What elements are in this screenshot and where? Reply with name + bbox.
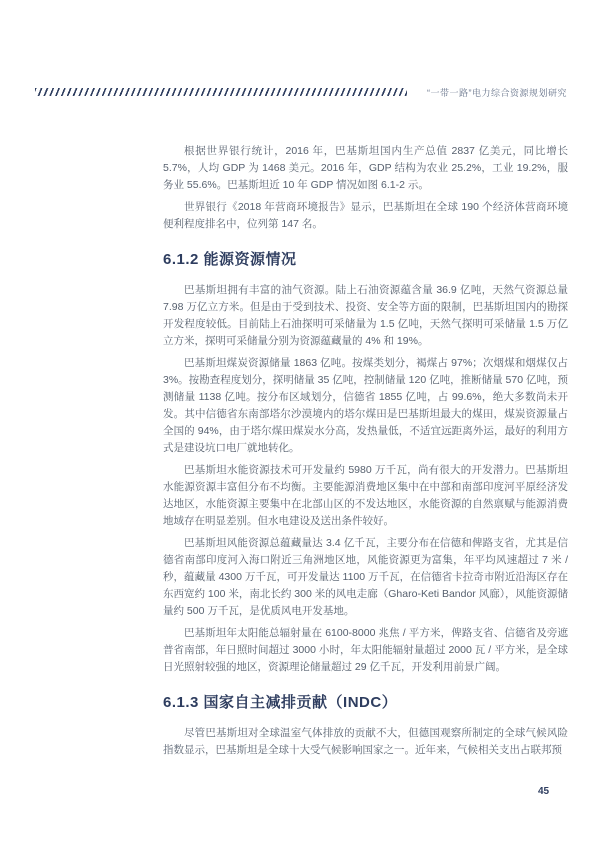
running-title: “一带一路”电力综合资源规划研究 bbox=[427, 87, 567, 98]
section-heading-6-1-3: 6.1.3 国家自主减排贡献（INDC） bbox=[163, 694, 398, 711]
paragraph-oil-gas: 巴基斯坦拥有丰富的油气资源。陆上石油资源蕴含量 36.9 亿吨，天然气资源总量 7.98 万亿立方米。但是由于受到技术、投资、安全等方面的限制，巴基斯坦国内的勘探开发程度较低。目前陆上石油探明可采储量为 1.5 亿吨，天然气探明可采储量 1.5 万亿立方米，探明可采储量分别为资源蕴藏量的 4% 和 19%。 bbox=[163, 284, 568, 347]
paragraph-business-environment: 世界银行《2018 年营商环境报告》显示，巴基斯坦在全球 190 个经济体营商环境便利程度排名中，位列第 147 名。 bbox=[163, 201, 568, 230]
hatch-decoration bbox=[35, 88, 407, 96]
paragraph-coal: 巴基斯坦煤炭资源储量 1863 亿吨。按煤类划分，褐煤占 97%；次烟煤和烟煤仅占 3%。按勘查程度划分，探明储量 35 亿吨，控制储量 120 亿吨，推断储量 570 亿吨，预测储量 1138 亿吨。按分布区域划分，信德省 1855 亿吨，占 99.6%，绝大多数尚未开发。其中信德省东南部塔尔沙漠境内的塔尔煤田是巴基斯坦最大的煤田，煤炭资源量占全国的 94%，由于塔尔煤田煤炭水分高，发热量低，不适宜远距离外运，最好的利用方式是建设坑口电厂就地转化。 bbox=[163, 357, 568, 454]
paragraph-gdp-statistics: 根据世界银行统计，2016 年，巴基斯坦国内生产总值 2837 亿美元，同比增长 5.7%，人均 GDP 为 1468 美元。2016 年，GDP 结构为农业 25.2%，工业 19.2%，服务业 55.6%。巴基斯坦近 10 年 GDP 情况如图 6.1-2 示。 bbox=[163, 145, 568, 191]
paragraph-wind: 巴基斯坦风能资源总蕴藏量达 3.4 亿千瓦，主要分布在信德和俾路支省，尤其是信德省南部印度河入海口附近三角洲地区地，风能资源更为富集，年平均风速超过 7 米 / 秒，蕴藏量 4300 万千瓦，可开发量达 1100 万千瓦，在信德省卡拉奇市附近沿海区存在东西宽约 100 米，南北长约 300 米的风电走廊（Gharo-Keti Bandor 风廊），风能资源储量约 500 万千瓦，是优质风电开发基地。 bbox=[163, 537, 568, 617]
page-number: 45 bbox=[538, 786, 550, 797]
page-header bbox=[35, 86, 567, 98]
paragraph-solar: 巴基斯坦年太阳能总辐射量在 6100-8000 兆焦 / 平方米，俾路支省、信德省及旁遮普省南部，年日照时间超过 3000 小时，年太阳能辐射量超过 2000 瓦 / 平方米，是全球日光照射较强的地区，资源理论储量超过 29 亿千瓦，开发利用前景广阔。 bbox=[163, 627, 568, 673]
section-heading-6-1-2: 6.1.2 能源资源情况 bbox=[163, 251, 297, 268]
page-content bbox=[163, 143, 568, 764]
paragraph-hydropower: 巴基斯坦水能资源技术可开发量约 5980 万千瓦，尚有很大的开发潜力。巴基斯坦水能源资源丰富但分布不均衡。主要能源消费地区集中在中部和南部印度河平原经济发达地区，水能资源主要集中在北部山区的不发达地区，水能资源的自然禀赋与能源消费地域存在明显差别。但水电建设及送出条件较好。 bbox=[163, 464, 568, 527]
paragraph-indc: 尽管巴基斯坦对全球温室气体排放的贡献不大，但德国观察所制定的全球气候风险指数显示，巴基斯坦是全球十大受气候影响国家之一。近年来，气候相关支出占联邦预 bbox=[163, 727, 568, 756]
